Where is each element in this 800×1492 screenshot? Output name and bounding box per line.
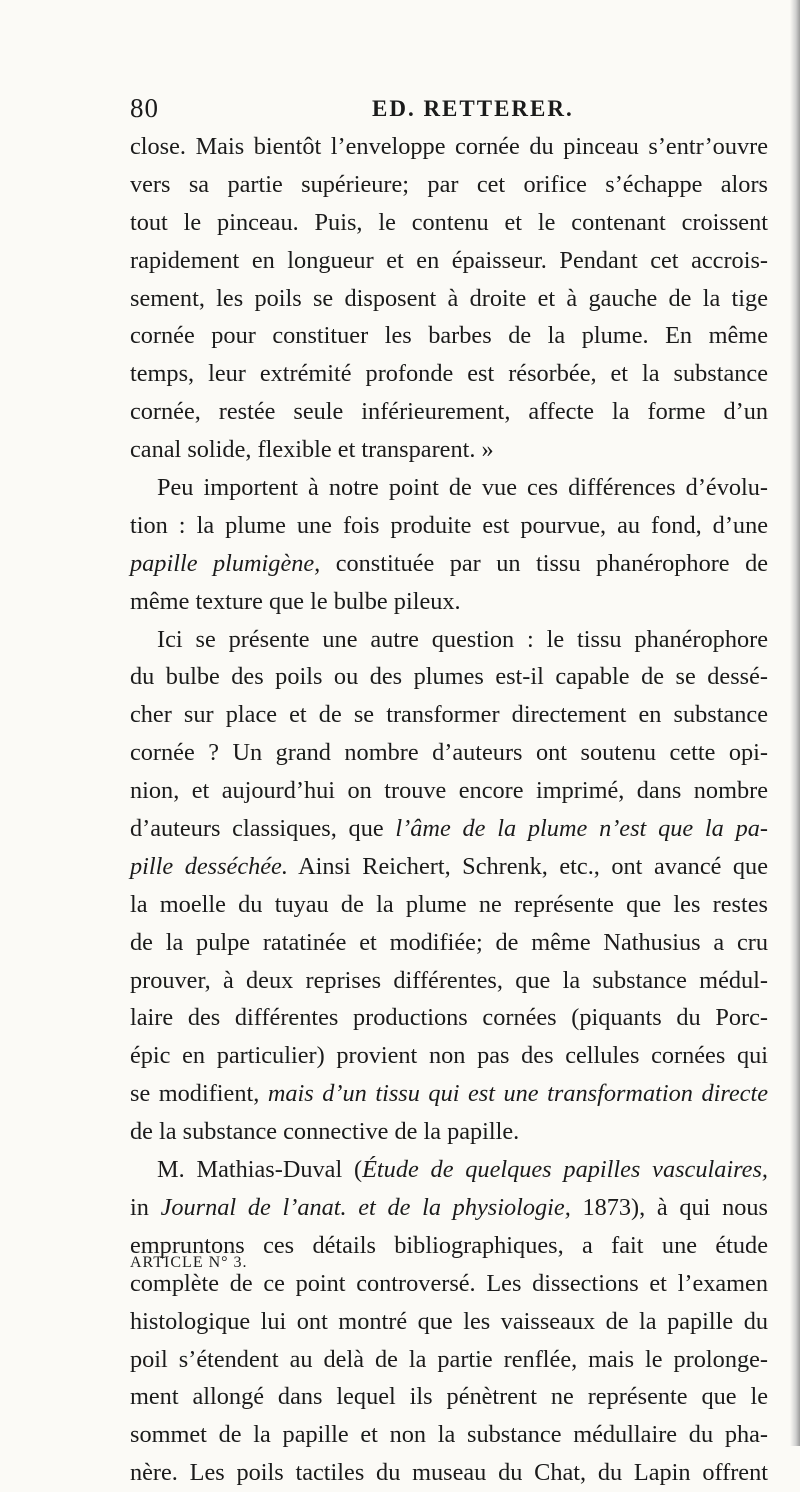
text-line [130, 166, 768, 204]
text-line [130, 431, 768, 469]
page-edge-shadow [790, 0, 800, 1446]
text-run: constituée par un tissu phanérophore de [320, 549, 768, 577]
text-run: laire des différentes productions cornées (piquants du Porc- [130, 1004, 768, 1032]
text-line [130, 317, 768, 355]
text-run: se modifient, [130, 1080, 268, 1108]
running-head: ED. RETTERER. [372, 96, 574, 121]
text-line [130, 355, 768, 393]
text-run: cornée pour constituer les barbes de la plume. En même [130, 322, 768, 350]
text-line [130, 1303, 768, 1341]
text-run: sement, les poils se disposent à droite et à gauche de la tige [130, 284, 768, 312]
italic-text: Étude de quelques papilles vasculaires, [362, 1156, 768, 1184]
text-run: de la substance connective de la papille. [130, 1118, 520, 1146]
text-run: histologique lui ont montré que les vaisseaux de la papille du [130, 1307, 768, 1335]
text-run: 1873), à qui nous [570, 1193, 769, 1221]
text-line [130, 772, 768, 810]
text-run: empruntons ces détails bibliographiques, a fait une étude [130, 1231, 768, 1259]
text-run: ment allongé dans lequel ils pénètrent ne représente que le [130, 1383, 768, 1411]
text-line [130, 924, 768, 962]
signature-mark: ARTICLE N° 3. [130, 1254, 248, 1271]
italic-text: Journal de l’anat. et de la physiologie, [160, 1193, 571, 1221]
text-run: la moelle du tuyau de la plume ne représente que les restes [130, 890, 768, 918]
text-line [130, 1189, 768, 1227]
text-run: complète de ce point controversé. Les dissections et l’examen [130, 1269, 768, 1297]
text-line [130, 1341, 768, 1379]
text-run: Peu importent à notre point de vue ces différences d’évolu- [157, 474, 768, 502]
page-number: 80 [130, 93, 159, 123]
text-line [130, 999, 768, 1037]
text-line [130, 507, 768, 545]
text-line [130, 1113, 768, 1151]
text-run: close. Mais bientôt l’enveloppe cornée du pinceau s’entr’ouvre [130, 133, 768, 160]
text-run: temps, leur extrémité profonde est résorbée, et la substance [130, 360, 768, 388]
text-line [130, 621, 768, 659]
text-run: cher sur place et de se transformer directement en substance [130, 701, 768, 729]
text-run: d’auteurs classiques, que [130, 815, 396, 843]
text-line [130, 696, 768, 734]
italic-text: l’âme de la plume n’est que la pa- [395, 815, 769, 843]
text-run: canal solide, flexible et transparent. » [130, 436, 494, 464]
italic-text: pille desséchée. [130, 852, 288, 880]
text-run: poil s’étendent au delà de la partie renflée, mais le prolonge- [130, 1345, 768, 1373]
text-line [130, 1378, 768, 1416]
text-line [130, 734, 768, 772]
text-line [130, 962, 768, 1000]
text-run: cornée ? Un grand nombre d’auteurs ont soutenu cette opi- [130, 739, 768, 767]
text-run: de la pulpe ratatinée et modifiée; de même Nathusius a cru [130, 928, 768, 956]
text-line [130, 1075, 768, 1113]
text-run: cornée, restée seule inférieurement, affecte la forme d’un [130, 398, 768, 426]
page-header [130, 93, 770, 129]
text-line [130, 810, 768, 848]
italic-text: mais d’un tissu qui est une transformation directe [267, 1080, 768, 1108]
text-run: sommet de la papille et non la substance médullaire du pha- [130, 1421, 768, 1449]
text-run: même texture que le bulbe pileux. [130, 587, 461, 615]
text-run: nion, et aujourd’hui on trouve encore imprimé, dans nombre [130, 777, 768, 805]
text-line [130, 658, 768, 696]
text-run: vers sa partie supérieure; par cet orifice s’échappe alors [130, 170, 768, 198]
text-run: M. Mathias-Duval ( [157, 1156, 363, 1184]
text-run: prouver, à deux reprises différentes, que la substance médul- [130, 966, 768, 994]
text-line [130, 848, 768, 886]
text-run: Ici se présente une autre question : le tissu phanérophore [157, 625, 768, 653]
text-line [130, 1037, 768, 1075]
text-run: nère. Les poils tactiles du museau du Chat, du Lapin offrent [130, 1459, 768, 1487]
text-line [130, 583, 768, 621]
text-run: tion : la plume une fois produite est pourvue, au fond, d’une [130, 511, 768, 539]
text-line [130, 280, 768, 318]
text-line [130, 469, 768, 507]
text-run: tout le pinceau. Puis, le contenu et le contenant croissent [130, 208, 768, 236]
text-line [130, 1454, 768, 1492]
text-line [130, 1151, 768, 1189]
text-line [130, 128, 768, 166]
text-run: Ainsi Reichert, Schrenk, etc., ont avancé que [287, 852, 768, 880]
text-line [130, 886, 768, 924]
text-run: rapidement en longueur et en épaisseur. Pendant cet accrois- [130, 246, 768, 274]
text-line [130, 393, 768, 431]
text-line [130, 545, 768, 583]
italic-text: papille plumigène, [130, 549, 321, 577]
text-line [130, 242, 768, 280]
text-run: du bulbe des poils ou des plumes est-il capable de se dessé- [130, 663, 768, 691]
text-run: in [130, 1193, 161, 1221]
text-line [130, 204, 768, 242]
text-line [130, 1416, 768, 1454]
body-text [130, 128, 768, 1492]
text-run: épic en particulier) provient non pas des cellules cornées qui [130, 1042, 768, 1070]
